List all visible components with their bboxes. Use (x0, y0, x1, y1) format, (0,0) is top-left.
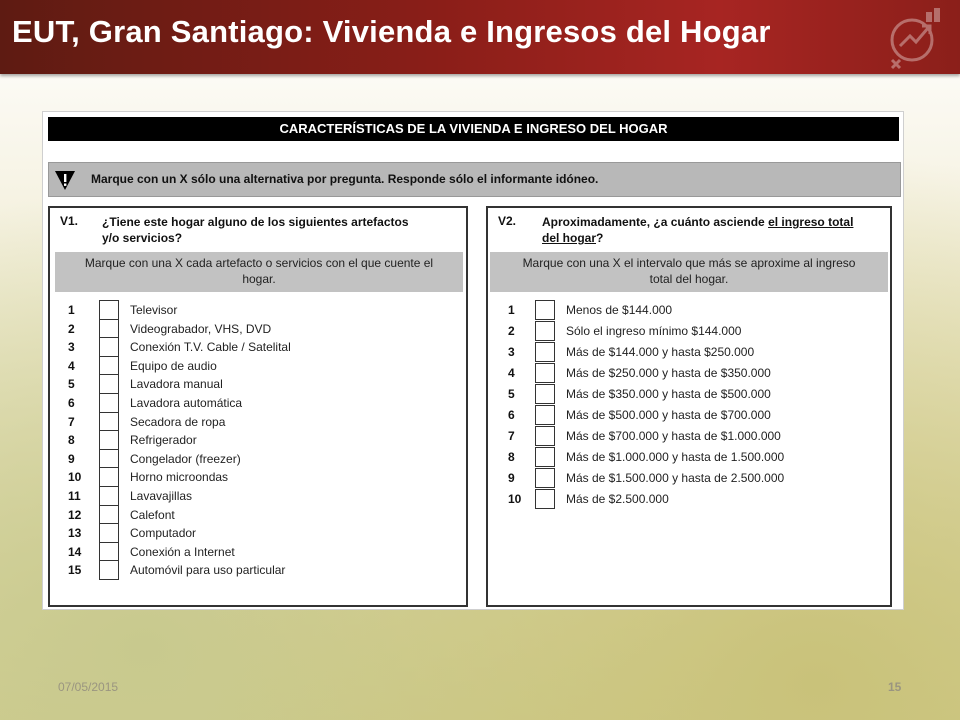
instruction-text: Marque con un X sólo una alternativa por pregunta. Responde sólo el informante idóneo. (91, 172, 599, 186)
option-number: 1 (68, 303, 75, 317)
option-label: Lavadora manual (130, 377, 223, 392)
option-row (488, 468, 890, 488)
option-label: Más de $700.000 y hasta de $1.000.000 (566, 429, 781, 443)
option-label: Conexión T.V. Cable / Satelital (130, 340, 291, 355)
option-checkbox[interactable] (99, 356, 119, 376)
option-checkbox[interactable] (535, 384, 555, 404)
title-bar (0, 0, 960, 74)
option-label: Más de $1.000.000 y hasta de 1.500.000 (566, 450, 785, 464)
question-v2-panel (486, 206, 892, 607)
option-checkbox[interactable] (535, 363, 555, 383)
option-checkbox[interactable] (99, 449, 119, 469)
question-text: ¿Tiene este hogar alguno de los siguientes artefactos y/o servicios? (102, 215, 409, 245)
option-label: Equipo de audio (130, 358, 217, 373)
option-number: 5 (68, 377, 75, 392)
option-number: 2 (68, 321, 75, 336)
question-note: Marque con una X el intervalo que más se aproxime al ingreso total del hogar. (490, 252, 888, 292)
option-checkbox[interactable] (535, 342, 555, 362)
option-row (488, 384, 890, 404)
option-label: Más de $500.000 y hasta de $700.000 (566, 408, 771, 422)
option-row (50, 374, 466, 394)
option-label: Lavavajillas (130, 489, 193, 503)
option-number: 3 (508, 345, 515, 359)
question-note: Marque con una X cada artefacto o servicios con el que cuente el hogar. (55, 252, 463, 292)
option-checkbox[interactable] (99, 560, 119, 580)
question-number: V1. (60, 214, 79, 228)
option-number: 4 (508, 366, 515, 380)
option-row (488, 342, 890, 362)
option-row (50, 319, 466, 339)
warning-triangle-icon (54, 169, 76, 191)
form-header: CARACTERÍSTICAS DE LA VIVIENDA E INGRESO DEL HOGAR (48, 117, 899, 141)
option-row (488, 489, 890, 509)
option-checkbox[interactable] (99, 412, 119, 432)
option-row (50, 412, 466, 432)
option-checkbox[interactable] (535, 300, 555, 320)
option-row (50, 467, 466, 487)
option-row (50, 486, 466, 506)
option-checkbox[interactable] (535, 489, 555, 509)
option-row (50, 505, 466, 525)
instruction-bar (48, 162, 901, 197)
option-label: Televisor (130, 303, 178, 317)
option-label: Computador (130, 526, 197, 541)
option-checkbox[interactable] (99, 337, 119, 357)
option-checkbox[interactable] (535, 426, 555, 446)
slide-date: 07/05/2015 (58, 680, 119, 694)
option-number: 10 (68, 470, 82, 485)
option-number: 7 (508, 429, 515, 443)
option-row (50, 393, 466, 413)
option-row (50, 356, 466, 376)
question-text: Aproximadamente, ¿a cuánto asciende el ingreso total del hogar? (542, 215, 854, 245)
option-checkbox[interactable] (99, 467, 119, 487)
option-number: 9 (68, 451, 75, 466)
option-checkbox[interactable] (535, 447, 555, 467)
option-checkbox[interactable] (535, 468, 555, 488)
option-number: 3 (68, 340, 75, 355)
option-label: Menos de $144.000 (566, 303, 673, 317)
option-row (488, 321, 890, 341)
option-number: 6 (68, 396, 75, 410)
option-label: Lavadora automática (130, 396, 243, 410)
option-number: 9 (508, 471, 515, 485)
option-row (50, 337, 466, 357)
chart-decoration-icon (882, 6, 946, 70)
slide-page-number: 15 (888, 680, 902, 694)
option-row (50, 523, 466, 543)
option-row (50, 300, 466, 320)
option-row (488, 405, 890, 425)
option-label: Más de $1.500.000 y hasta de 2.500.000 (566, 471, 785, 485)
option-checkbox[interactable] (99, 319, 119, 339)
option-checkbox[interactable] (99, 542, 119, 562)
option-row (50, 542, 466, 562)
option-number: 5 (508, 387, 515, 401)
option-label: Más de $2.500.000 (566, 492, 669, 506)
survey-form-image (42, 111, 904, 610)
option-label: Videograbador, VHS, DVD (130, 321, 272, 336)
option-row (50, 430, 466, 450)
option-label: Más de $250.000 y hasta de $350.000 (566, 366, 771, 380)
option-checkbox[interactable] (99, 523, 119, 543)
option-label: Sólo el ingreso mínimo $144.000 (566, 324, 742, 338)
question-number: V2. (498, 214, 517, 228)
option-checkbox[interactable] (535, 405, 555, 425)
option-label: Calefont (130, 507, 175, 522)
option-number: 15 (68, 563, 82, 578)
option-number: 13 (68, 526, 82, 541)
option-checkbox[interactable] (535, 321, 555, 341)
option-number: 4 (68, 358, 75, 373)
option-checkbox[interactable] (99, 486, 119, 506)
option-row (50, 560, 466, 580)
option-number: 1 (508, 303, 515, 317)
option-label: Más de $350.000 y hasta de $500.000 (566, 387, 771, 401)
option-row (488, 300, 890, 320)
option-number: 11 (68, 489, 81, 503)
option-checkbox[interactable] (99, 300, 119, 320)
option-row (488, 363, 890, 383)
option-label: Conexión a Internet (130, 544, 235, 559)
option-checkbox[interactable] (99, 393, 119, 413)
slide-title: EUT, Gran Santiago: Vivienda e Ingresos del Hogar (12, 14, 771, 49)
option-row (50, 449, 466, 469)
option-label: Secadora de ropa (130, 414, 226, 429)
option-number: 6 (508, 408, 515, 422)
option-number: 14 (68, 544, 82, 559)
option-label: Automóvil para uso particular (130, 563, 286, 578)
option-number: 8 (68, 433, 75, 448)
question-v1-panel (48, 206, 468, 607)
option-number: 12 (68, 507, 82, 522)
option-label: Refrigerador (130, 433, 197, 448)
option-row (488, 447, 890, 467)
option-label: Congelador (freezer) (130, 451, 241, 466)
option-label: Horno microondas (130, 470, 229, 485)
option-label: Más de $144.000 y hasta $250.000 (566, 345, 755, 359)
option-row (488, 426, 890, 446)
option-number: 10 (508, 492, 522, 506)
option-number: 7 (68, 414, 75, 429)
option-number: 8 (508, 450, 515, 464)
option-checkbox[interactable] (99, 374, 119, 394)
option-number: 2 (508, 324, 515, 338)
option-checkbox[interactable] (99, 505, 119, 525)
option-checkbox[interactable] (99, 430, 119, 450)
